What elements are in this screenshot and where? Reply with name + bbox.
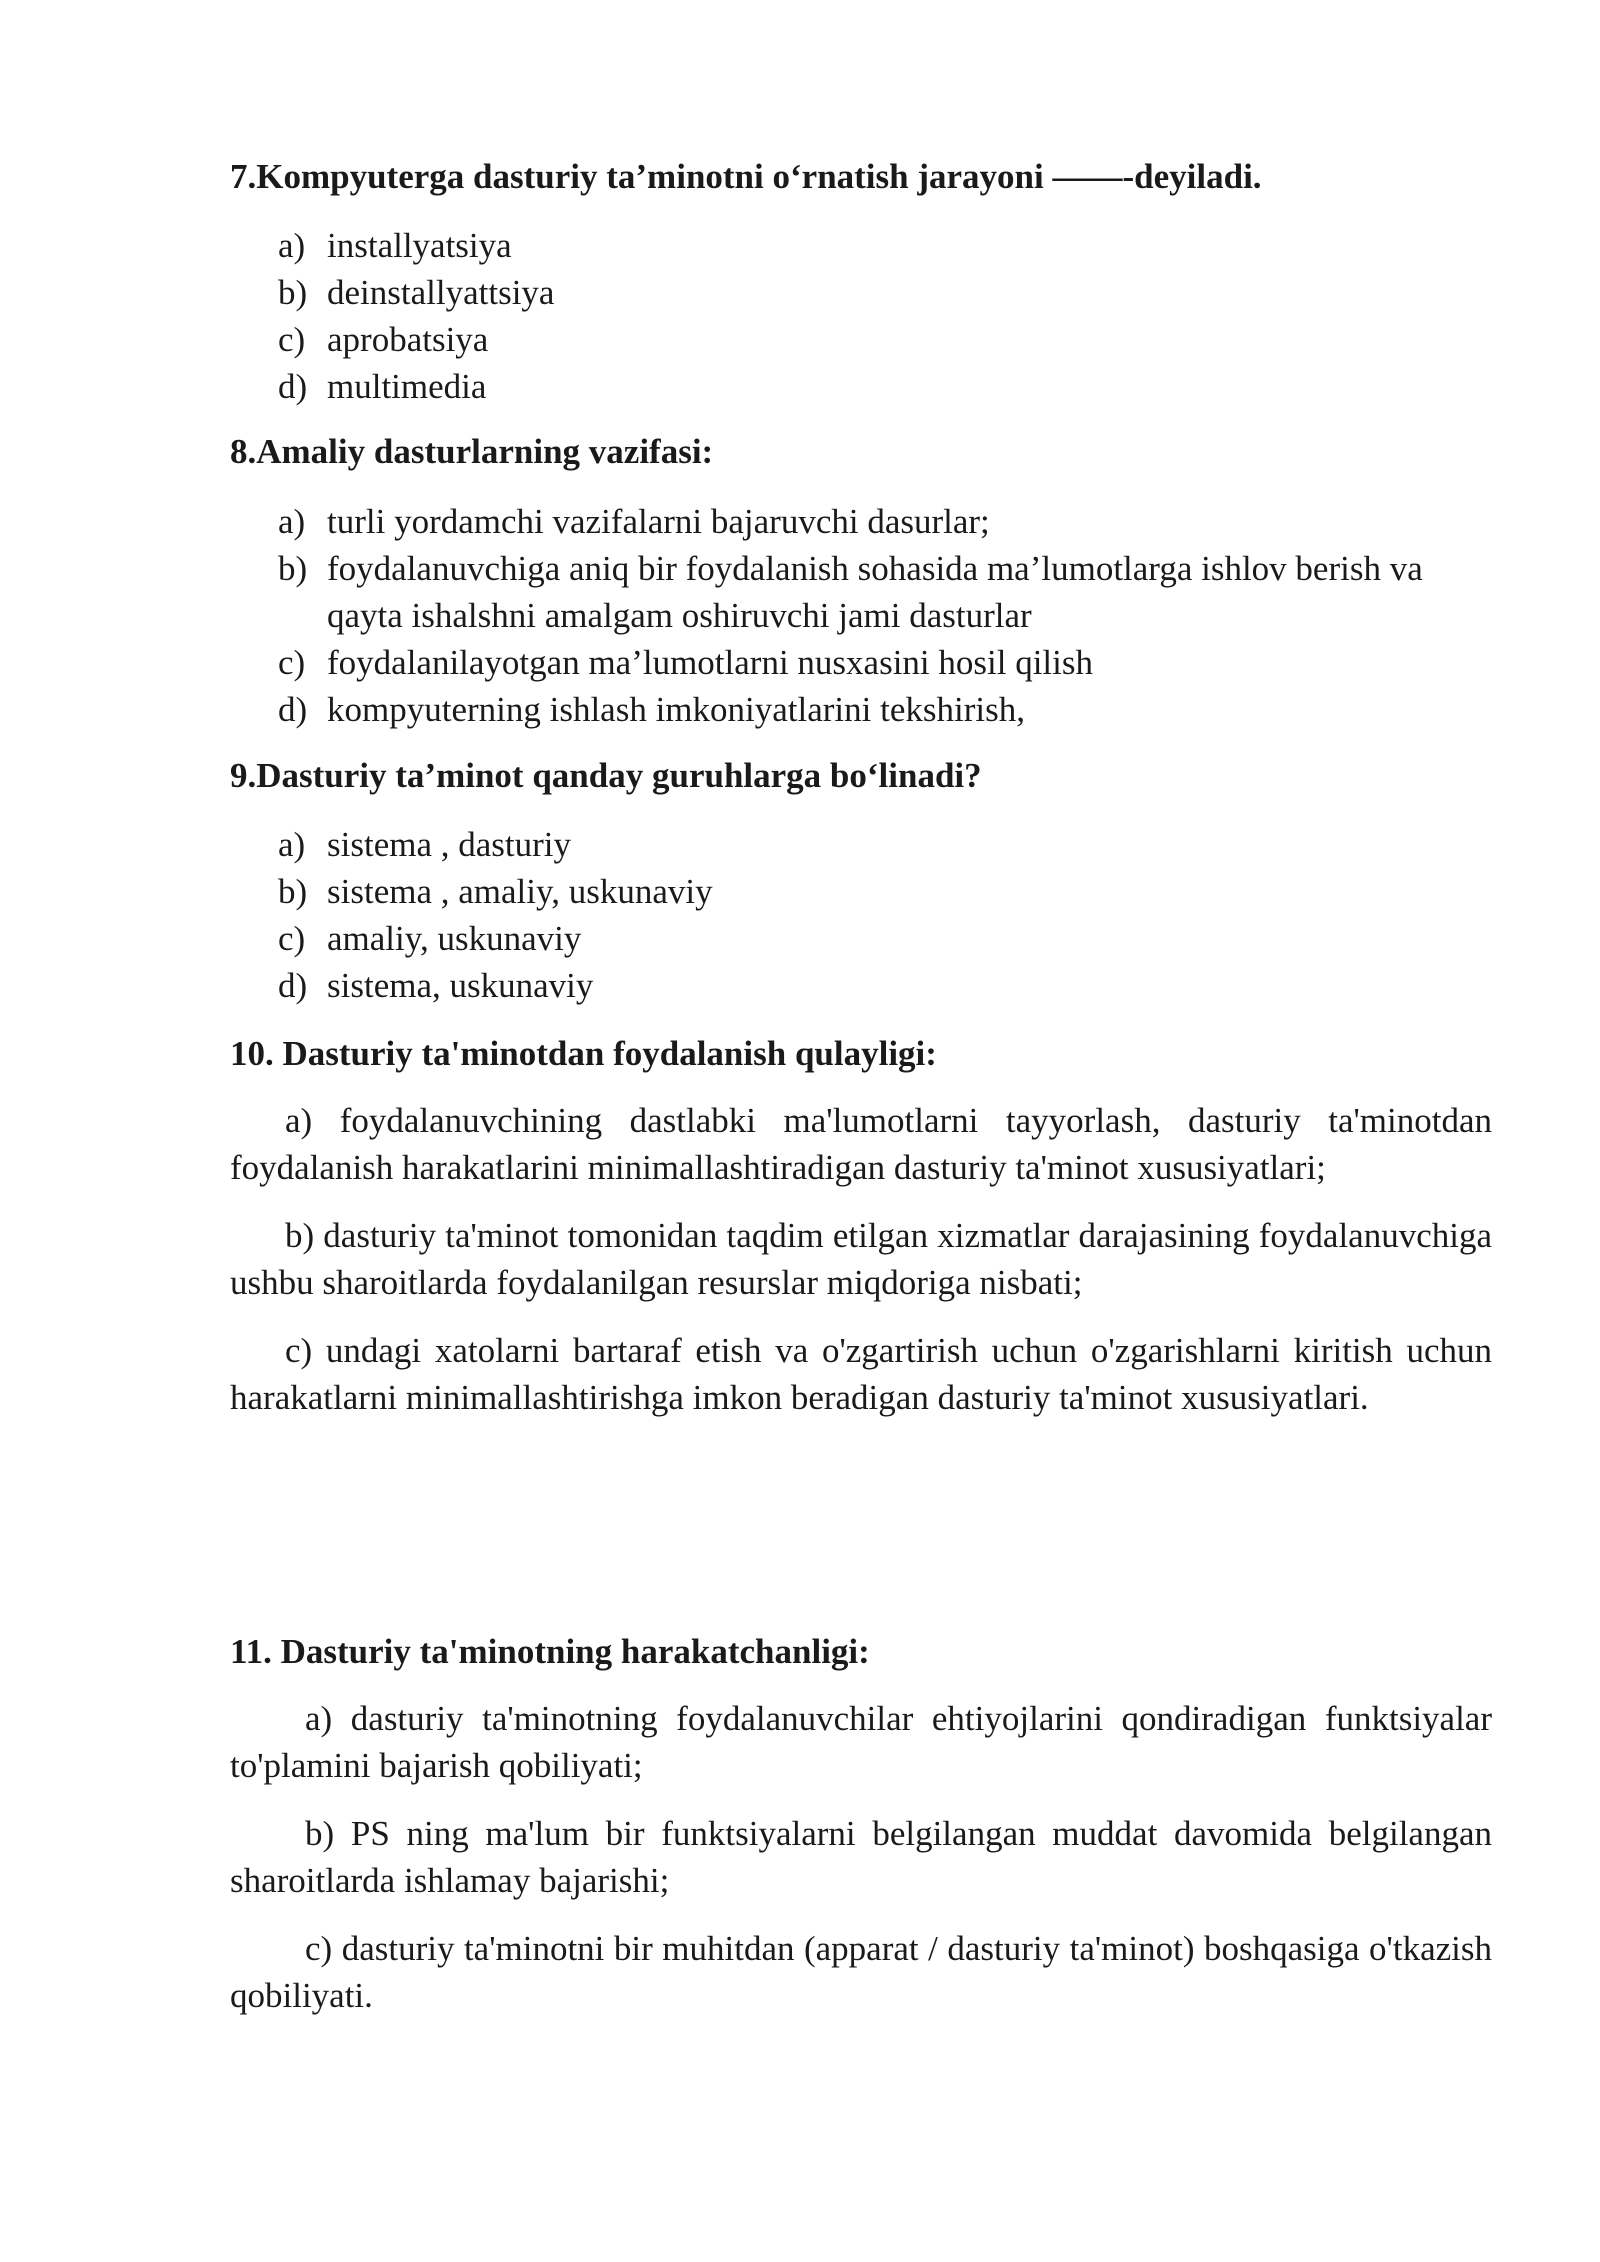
question-title: 10. Dasturiy ta'minotdan foydalanish qulayligi: [230, 1034, 937, 1073]
option-letter: c) [278, 919, 306, 958]
answer-option [230, 915, 1492, 962]
option-text: amaliy, uskunaviy [327, 919, 582, 958]
question-title: 9.Dasturiy ta’minot qanday guruhlarga bo‘linadi? [230, 756, 982, 795]
answer-option [230, 639, 1492, 686]
answer-options [230, 498, 1492, 733]
answer-options [230, 222, 1492, 410]
option-text: turli yordamchi vazifalarni bajaruvchi dasurlar; [327, 502, 990, 541]
option-text: aprobatsiya [327, 320, 489, 359]
option-letter: c) [278, 643, 306, 682]
answer-option [230, 498, 1492, 545]
answer-paragraph: c) dasturiy ta'minotni bir muhitdan (apparat / dasturiy ta'minot) boshqasiga o'tkazish qobiliyati. [230, 1929, 1492, 2015]
answer-option [230, 962, 1492, 1009]
answer-paragraph: a) dasturiy ta'minotning foydalanuvchilar ehtiyojlarini qondiradigan funktsiyalar to'plamini bajarish qobiliyati; [230, 1699, 1492, 1785]
option-text: sistema, uskunaviy [327, 966, 594, 1005]
answer-option [230, 868, 1492, 915]
answer-option [230, 545, 1492, 639]
answer-paragraph: b) PS ning ma'lum bir funktsiyalarni belgilangan muddat davomida belgilangan sharoitlarda ishlamay bajarishi; [230, 1814, 1492, 1900]
option-text: sistema , amaliy, uskunaviy [327, 872, 713, 911]
option-letter: c) [278, 320, 306, 359]
option-text: foydalanuvchiga aniq bir foydalanish sohasida ma’lumotlarga ishlov berish va qayta ishalshni amalgam oshiruvchi jami dasturlar [327, 549, 1423, 635]
answer-option [230, 222, 1492, 269]
answer-paragraph: b) dasturiy ta'minot tomonidan taqdim etilgan xizmatlar darajasining foydalanuvchiga ushbu sharoitlarda foydalanilgan resurslar miqdoriga nisbati; [230, 1216, 1492, 1302]
answer-option [230, 363, 1492, 410]
option-letter: d) [278, 690, 308, 729]
option-text: sistema , dasturiy [327, 825, 571, 864]
answer-option [230, 269, 1492, 316]
option-text: installyatsiya [327, 226, 512, 265]
option-letter: b) [278, 549, 308, 588]
question-7 [230, 153, 1262, 200]
option-letter: b) [278, 273, 308, 312]
option-letter: d) [278, 966, 308, 1005]
option-letter: d) [278, 367, 308, 406]
question-title: 7.Kompyuterga dasturiy ta’minotni o‘rnatish jarayoni ——-deyiladi. [230, 157, 1262, 196]
option-letter: a) [278, 226, 306, 265]
option-text: foydalanilayotgan ma’lumotlarni nusxasini hosil qilish [327, 643, 1094, 682]
option-text: kompyuterning ishlash imkoniyatlarini tekshirish, [327, 690, 1025, 729]
option-text: multimedia [327, 367, 487, 406]
option-letter: a) [278, 502, 306, 541]
answer-option [230, 316, 1492, 363]
question-title: 8.Amaliy dasturlarning vazifasi: [230, 432, 714, 471]
answer-options [230, 821, 1492, 1009]
answer-paragraph: c) undagi xatolarni bartaraf etish va o'zgartirish uchun o'zgarishlarni kiritish uchun harakatlarni minimallashtirishga imkon beradigan dasturiy ta'minot xususiyatlari. [230, 1331, 1492, 1417]
answer-option [230, 821, 1492, 868]
option-text: deinstallyattsiya [327, 273, 555, 312]
answer-paragraph: a) foydalanuvchining dastlabki ma'lumotlarni tayyorlash, dasturiy ta'minotdan foydalanish harakatlarini minimallashtiradigan dasturiy ta'minot xususiyatlari; [230, 1101, 1492, 1187]
answer-option [230, 686, 1492, 733]
option-letter: a) [278, 825, 306, 864]
option-letter: b) [278, 872, 308, 911]
question-title: 11. Dasturiy ta'minotning harakatchanligi: [230, 1632, 870, 1671]
